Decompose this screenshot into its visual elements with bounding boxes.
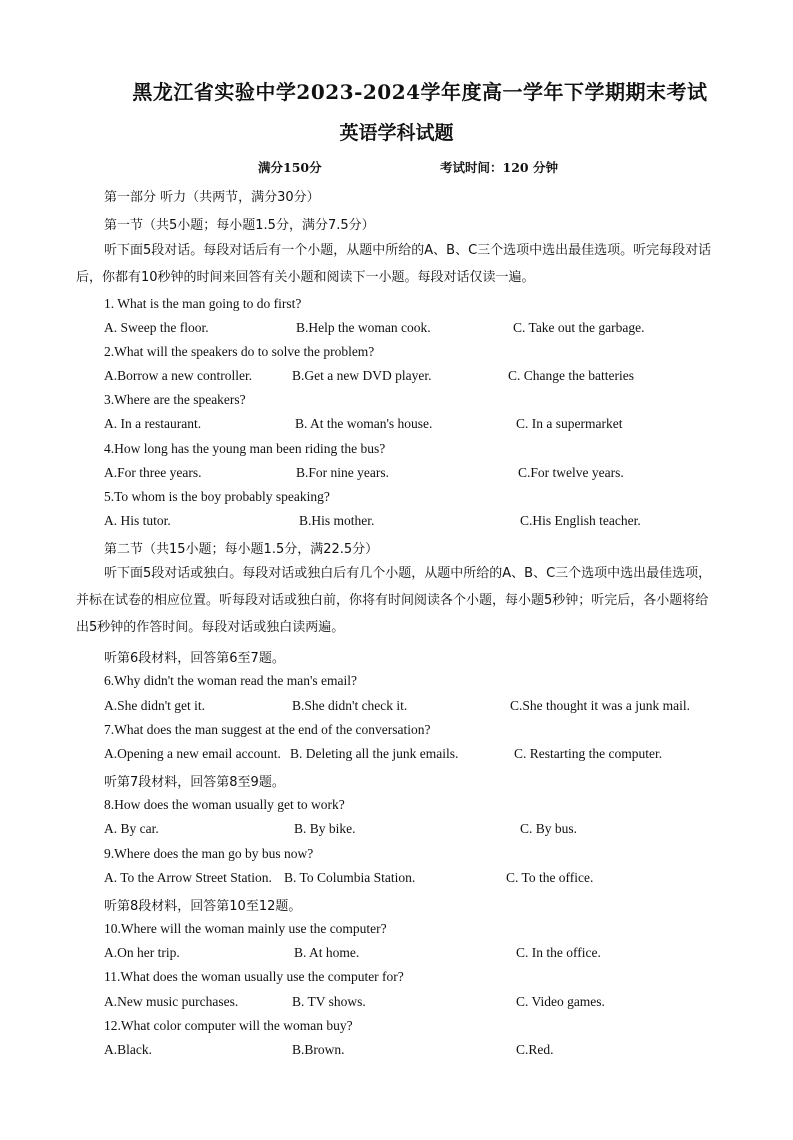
option-c: C.For twelve years.: [518, 465, 624, 480]
option-a: A.She didn't get it.: [104, 698, 206, 713]
option-c: C.His English teacher.: [520, 513, 641, 528]
option-a: A.On her trip.: [104, 945, 180, 960]
option-b: B. By bike.: [294, 821, 356, 836]
option-b: B. To Columbia Station.: [284, 870, 416, 885]
option-b: B.Brown.: [292, 1042, 345, 1057]
option-b: B. At home.: [294, 945, 360, 960]
section1-instructions: 听下面5段对话。每段对话后有一个小题，从题中所给的A、B、C三个选项中选出最佳选项。听完每段对话后，你都有10秒钟的时间来回答有关小题和阅读下一小题。每段对话仅读一遍。: [76, 243, 712, 285]
option-c: C. To the office.: [506, 870, 594, 885]
option-c: C. In the office.: [516, 945, 601, 960]
option-b: B.His mother.: [299, 513, 375, 528]
question-stem: 6.Why didn't the woman read the man's email?: [104, 673, 358, 688]
material-label-8: 听第8段材料，回答第10至12题。: [104, 899, 302, 914]
section1-heading: 第一节（共5小题；每小题1.5分，满分7.5分）: [104, 218, 375, 233]
option-b: B.Help the woman cook.: [296, 320, 431, 335]
material-label-7: 听第7段材料，回答第8至9题。: [104, 775, 285, 790]
material-label-6: 听第6段材料，回答第6至7题。: [104, 651, 285, 666]
option-c: C. Video games.: [516, 994, 605, 1009]
question-stem: 3.Where are the speakers?: [104, 392, 246, 407]
section2-heading: 第二节（共15小题；每小题1.5分，满22.5分）: [104, 542, 379, 557]
option-a: A. By car.: [104, 821, 159, 836]
option-a: A.Opening a new email account.: [104, 746, 281, 761]
option-a: A. To the Arrow Street Station.: [104, 870, 272, 885]
question-stem: 10.Where will the woman mainly use the computer?: [104, 921, 387, 936]
option-c: C. In a supermarket: [516, 416, 623, 431]
question-stem: 2.What will the speakers do to solve the problem?: [104, 344, 375, 359]
part1-heading: 第一部分 听力（共两节，满分30分）: [104, 190, 320, 205]
option-a: A.New music purchases.: [104, 994, 239, 1009]
full-score: 满分150分: [258, 160, 322, 175]
option-c: C. Take out the garbage.: [513, 320, 645, 335]
option-b: B. At the woman's house.: [295, 416, 433, 431]
option-a: A.Black.: [104, 1042, 152, 1057]
exam-subtitle: 英语学科试题: [339, 122, 454, 144]
option-b: B. Deleting all the junk emails.: [290, 746, 459, 761]
option-b: B.For nine years.: [296, 465, 389, 480]
option-a: A.Borrow a new controller.: [104, 368, 253, 383]
exam-time: 考试时间：120 分钟: [440, 160, 558, 175]
option-a: A. His tutor.: [104, 513, 171, 528]
question-stem: 9.Where does the man go by bus now?: [104, 846, 314, 861]
option-c: C.She thought it was a junk mail.: [510, 698, 690, 713]
question-stem: 5.To whom is the boy probably speaking?: [104, 489, 330, 504]
option-c: C. By bus.: [520, 821, 578, 836]
option-a: A. In a restaurant.: [104, 416, 202, 431]
option-b: B.Get a new DVD player.: [292, 368, 432, 383]
question-stem: 12.What color computer will the woman buy?: [104, 1018, 353, 1033]
question-stem: 8.How does the woman usually get to work?: [104, 797, 345, 812]
option-c: C.Red.: [516, 1042, 554, 1057]
option-b: B. TV shows.: [292, 994, 366, 1009]
question-stem: 1. What is the man going to do first?: [104, 296, 302, 311]
option-a: A. Sweep the floor.: [104, 320, 209, 335]
section2-instructions: 听下面5段对话或独白。每段对话或独白后有几个小题，从题中所给的A、B、C三个选项中选出最佳选项，并标在试卷的相应位置。听每段对话或独白前，你将有时间阅读各个小题，每小题5秒钟；听完后，各小题将给出5秒钟的作答时间。每段对话或独白读两遍。: [76, 566, 712, 635]
option-c: C. Change the batteries: [508, 368, 634, 383]
option-a: A.For three years.: [104, 465, 202, 480]
question-stem: 7.What does the man suggest at the end of the conversation?: [104, 722, 431, 737]
option-c: C. Restarting the computer.: [514, 746, 663, 761]
exam-title: 黑龙江省实验中学2023-2024学年度高一学年下学期期末考试: [132, 80, 708, 104]
question-stem: 11.What does the woman usually use the computer for?: [104, 969, 404, 984]
option-b: B.She didn't check it.: [292, 698, 408, 713]
question-stem: 4.How long has the young man been riding the bus?: [104, 441, 386, 456]
